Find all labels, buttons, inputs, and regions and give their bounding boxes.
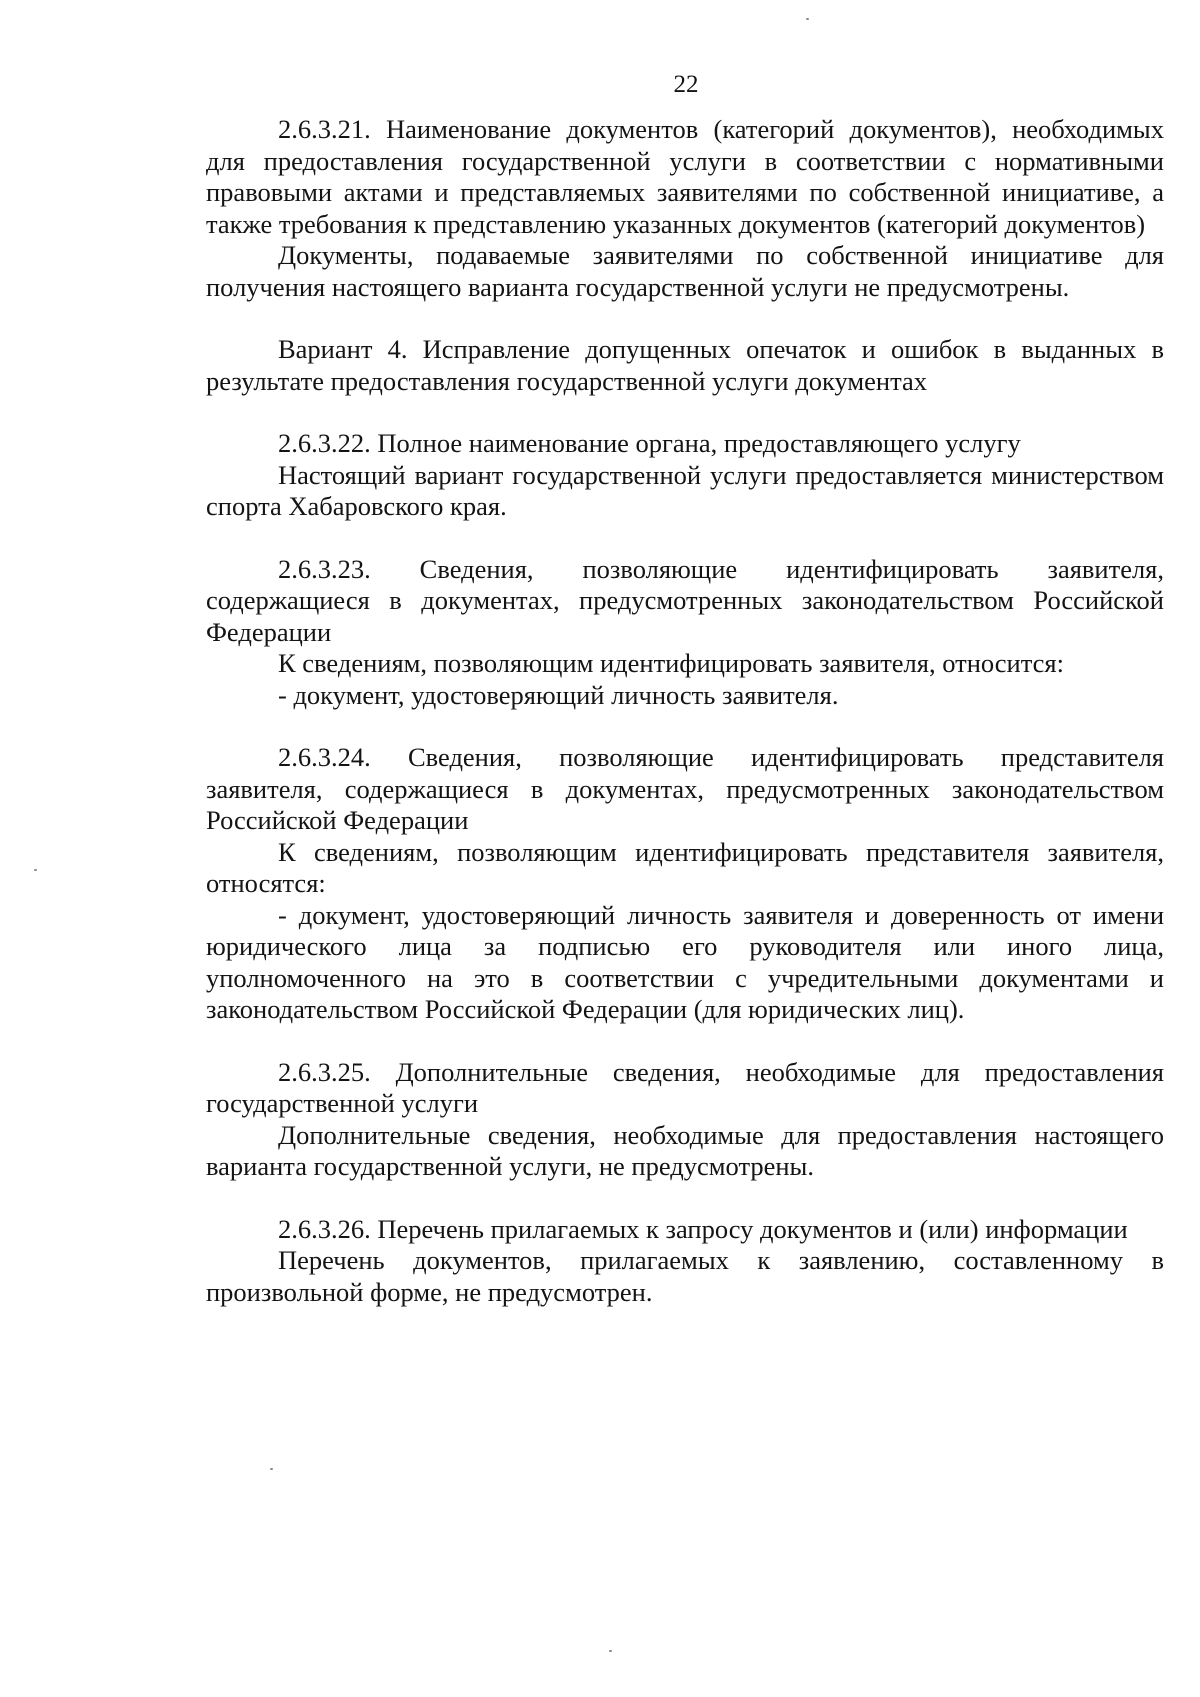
section-2-6-3-22 [206,428,1164,523]
section-text: К сведениям, позволяющим идентифицировать представителя заявителя, относятся: [206,836,1164,898]
scan-speck [270,1468,273,1470]
section-text: К сведениям, позволяющим идентифицировать заявителя, относится: [278,648,1064,678]
list-item: - документ, удостоверяющий личность заявителя. [278,679,839,710]
section-heading: 2.6.3.26. Перечень прилагаемых к запросу документов и (или) информации [278,1213,1128,1244]
section-2-6-3-21 [206,114,1164,303]
scan-speck [609,1650,612,1652]
section-heading: 2.6.3.24. Сведения, позволяющие идентифицировать представителя заявителя, содержащиеся в документах, предусмотренных законодательством Российской Федерации [206,742,1164,835]
section-heading: 2.6.3.23. Сведения, позволяющие идентифицировать заявителя, содержащиеся в документах, предусмотренных законодательством Российской Федерации [206,553,1164,647]
section-variant-4 [206,334,1164,397]
scan-speck [806,18,809,20]
variant-heading: Вариант 4. Исправление допущенных опечаток и ошибок в выданных в результате предоставления государственной услуги документах [206,334,1164,396]
section-2-6-3-23 [206,554,1164,712]
section-text: Документы, подаваемые заявителями по собственной инициативе для получения настоящего варианта государственной услуги не предусмотрены. [206,240,1164,302]
section-heading: 2.6.3.25. Дополнительные сведения, необходимые для предоставления государственной услуги [206,1056,1164,1118]
page-number: 22 [673,71,699,98]
scan-speck [34,869,37,871]
section-heading: 2.6.3.21. Наименование документов (категорий документов), необходимых для предоставления государственной услуги в соответствии с нормативными правовыми актами и представляемых заявителями по собственной инициативе, а также требования к представлению указанных документов (категорий документов) [206,114,1164,239]
list-item: - документ, удостоверяющий личность заявителя и доверенность от имени юридического лица за подписью его руководителя или иного лица, уполномоченного на это в соответствии с учредительными документами и законодательством Российской Федерации (для юридических лиц). [206,899,1164,1024]
section-text: Дополнительные сведения, необходимые для предоставления настоящего варианта государственной услуги, не предусмотрены. [206,1119,1164,1181]
section-text: Перечень документов, прилагаемых к заявлению, составленному в произвольной форме, не предусмотрен. [206,1245,1164,1307]
section-2-6-3-25 [206,1057,1164,1183]
document-body [206,114,1164,1308]
section-heading: 2.6.3.22. Полное наименование органа, предоставляющего услугу [278,428,1021,458]
section-2-6-3-24 [206,742,1164,1026]
section-2-6-3-26 [206,1214,1164,1309]
section-text: Настоящий вариант государственной услуги предоставляется министерством спорта Хабаровского края. [206,459,1164,521]
